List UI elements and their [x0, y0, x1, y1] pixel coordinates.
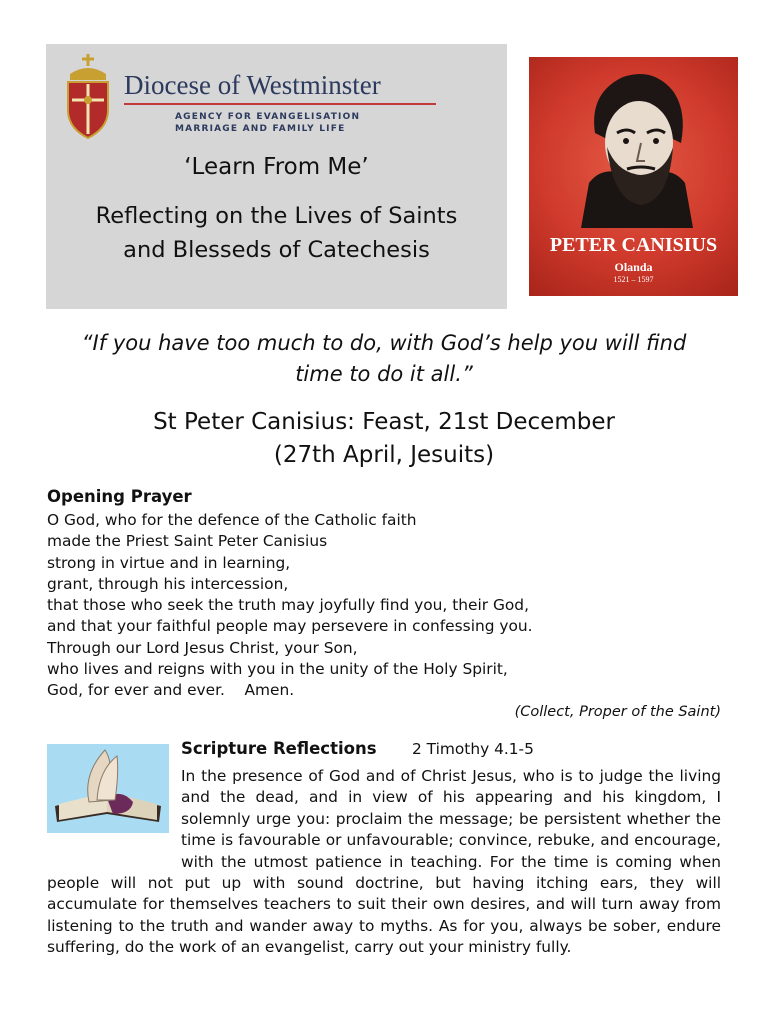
scripture-reference: 2 Timothy 4.1-5 — [412, 740, 534, 758]
agency-line-1: AGENCY FOR EVANGELISATION — [175, 112, 361, 122]
scripture-heading: Scripture Reflections — [181, 739, 377, 758]
opening-prayer-heading: Opening Prayer — [47, 487, 192, 506]
scripture-text: In the presence of God and of Christ Jesus, who is to judge the living and the dead, and in view of his appearing and his kingdom, I solemnly urge you: proclaim the message; be persistent whether the time is favourable or unfavourable; convince, rebuke, and encourage, with the utmost patience in teaching. For the time is coming when people will not put up with sound doctrine, but having itching ears, they will accumulate for themselves teachers to suit their own desires, and will turn away from listening to the truth and wander away to myths. As for you, always be sober, endure suffering, do the work of an evangelist, carry out your ministry fully. — [47, 767, 721, 957]
prayer-line: and that your faithful people may persevere in confessing you. — [47, 617, 533, 636]
prayer-source: (Collect, Proper of the Saint) — [514, 704, 721, 720]
prayer-line: O God, who for the defence of the Catholic faith — [47, 511, 417, 529]
diocese-crest-icon — [62, 52, 114, 142]
scripture-text-block — [47, 766, 721, 959]
prayer-line: grant, through his intercession, — [47, 574, 289, 593]
quote-line-2: time to do it all.” — [295, 362, 473, 386]
saint-card-name: PETER CANISIUS — [549, 234, 718, 256]
saint-card-place: Olanda — [614, 260, 653, 274]
header-banner — [46, 44, 507, 309]
prayer-line: God, for ever and ever. Amen. — [47, 681, 295, 700]
saint-quote — [40, 328, 728, 390]
saint-portrait-card — [529, 57, 738, 296]
series-title: ‘Learn From Me’ — [184, 154, 369, 180]
title-divider — [124, 103, 436, 105]
prayer-line: that those who seek the truth may joyfully find you, their God, — [47, 596, 529, 615]
prayer-line: strong in virtue and in learning, — [47, 553, 291, 572]
feast-line-2: (27th April, Jesuits) — [273, 442, 495, 468]
series-subtitle-line-1: Reflecting on the Lives of Saints — [95, 203, 458, 229]
quote-line-1: “If you have too much to do, with God’s help you will find — [81, 331, 687, 355]
feast-heading — [40, 406, 728, 472]
prayer-line: who lives and reigns with you in the unity of the Holy Spirit, — [47, 660, 508, 679]
series-subtitle-line-2: and Blesseds of Catechesis — [123, 237, 430, 263]
diocese-name: Diocese of Westminster — [124, 70, 381, 100]
prayer-line: Through our Lord Jesus Christ, your Son, — [47, 638, 358, 657]
feast-line-1: St Peter Canisius: Feast, 21st December — [153, 409, 615, 435]
prayer-line: made the Priest Saint Peter Canisius — [47, 532, 328, 551]
saint-portrait-image — [561, 63, 711, 228]
opening-prayer-text — [47, 510, 727, 702]
saint-card-years: 1521 – 1597 — [613, 275, 654, 284]
series-subtitle — [46, 199, 507, 267]
agency-line-2: MARRIAGE AND FAMILY LIFE — [175, 124, 346, 134]
image-wrap-spacer — [47, 766, 181, 852]
